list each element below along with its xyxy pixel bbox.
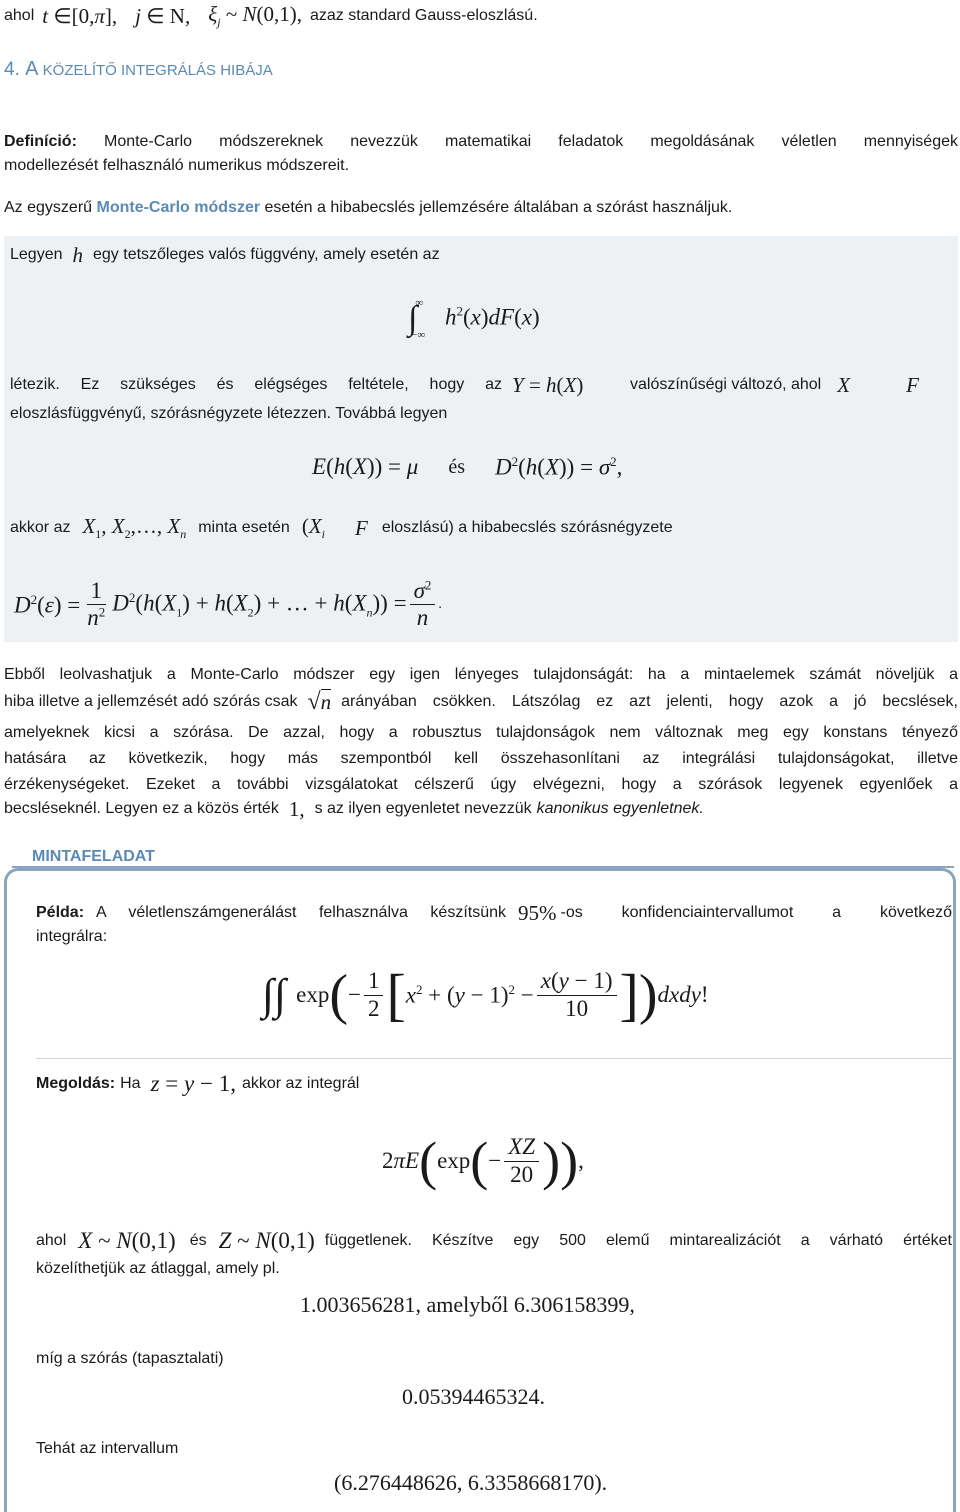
para-ebbol-l6b: s az ilyen egyenletet nevezzük <box>314 800 532 817</box>
formula-f: F <box>906 372 919 397</box>
formula-xi-normal: $\xi_j$ ~ N(0,1), <box>208 1 302 30</box>
ahol-line <box>36 1226 952 1256</box>
para-ebbol-l4: hatására az következik, hogy más szempontból kell összehasonlítani az integrálási tulajdonságokat, illetve <box>4 750 958 767</box>
formula-xi: ($X_i$ <box>301 513 325 542</box>
megoldas-b: akkor az integrál <box>241 1075 360 1092</box>
legyen-text-b: egy tetszőleges valós függvény, amely esetén az <box>93 246 440 263</box>
section-title: 4. A KÖZELÍTŐ INTEGRÁLÁS HIBÁJA <box>4 58 273 80</box>
kozelithetjuk-text: közelíthetjük az átlaggal, amely pl. <box>36 1260 280 1277</box>
para-simple-a: Az egyszerű <box>4 199 93 216</box>
eloszlas-line: eloszlásfüggvényű, szórásnégyzete létezzen. Továbbá legyen <box>10 405 448 422</box>
formula-f2: F <box>354 515 368 540</box>
result-mean: 1.003656281, amelyből 6.306158399, <box>300 1292 635 1317</box>
akkor-text-b: minta esetén <box>198 519 290 536</box>
formula-expectation-exp: 2πE ( exp ( − $\frac{XZ}{20}$ ) ) , <box>382 1131 584 1191</box>
ahol-text: ahol <box>36 1232 67 1249</box>
formula-x: X <box>837 372 851 397</box>
para-simple <box>4 196 732 220</box>
definition-label: Definíció: <box>4 133 77 150</box>
para-ebbol <box>4 662 958 688</box>
formula-one: 1, <box>288 796 305 821</box>
formula-sample: $X_1$, $X_2,\dots$, $X_n$ <box>82 513 187 542</box>
para-ebbol-l1: Ebből leolvashatjuk a Monte-Carlo módszer egy igen lényeges tulajdonságát: ha a mintaelemek számát növeljük a <box>4 666 958 683</box>
para-ebbol-l6 <box>4 796 704 822</box>
pelda-line1 <box>36 900 952 926</box>
para-ebbol-l2 <box>4 688 958 716</box>
section-title-text: KÖZELÍTŐ INTEGRÁLÁS HIBÁJA <box>38 62 273 79</box>
formula-expectation-variance: E(h(X)) = μ és $D^2(h(X)) = \sigma^2$, <box>312 454 623 480</box>
formula-x-normal: X ~ N(0,1) <box>78 1228 176 1253</box>
megoldas-line <box>36 1070 359 1098</box>
formula-y-hx: Y = h(X) <box>512 372 584 397</box>
es-text: és <box>448 455 465 478</box>
para-ebbol-l6c: kanonikus egyenletnek. <box>536 800 704 817</box>
intro-ahol: ahol <box>4 7 35 24</box>
formula-z-normal: Z ~ N(0,1) <box>218 1228 315 1253</box>
letezik-text: létezik. Ez szükséges és elégséges feltétele, hogy az <box>10 376 502 393</box>
intro-gauss: azaz standard Gauss-eloszlású. <box>309 7 538 24</box>
fuggetlenek-text: függetlenek. Készítve egy 500 elemű mintarealizációt a várható értéket <box>324 1232 952 1249</box>
para-ebbol-l2a: hiba illetve a jellemzését adó szórás csak <box>4 693 298 710</box>
intro-line <box>4 2 538 30</box>
letezik-text-b: valószínűségi változó, ahol <box>630 376 822 393</box>
letezik-line <box>10 372 958 398</box>
formula-integral-h2: $\int^\infty_{-\infty}$ $h^2(x)dF(x)$ <box>408 297 540 342</box>
pelda-text2: -os konfidenciaintervallumot a következő <box>560 904 952 921</box>
formula-z-substitution: z = y − 1, <box>150 1071 236 1096</box>
legyen-text: Legyen <box>10 246 63 263</box>
akkor-line <box>10 514 673 542</box>
tehat-text: Tehát az intervallum <box>36 1440 179 1457</box>
pelda-pct: 95% <box>518 900 557 925</box>
formula-j-natural: j ∈ N, <box>135 3 191 28</box>
example-header: MINTAFELADAT <box>32 848 155 865</box>
es-text2: és <box>189 1232 207 1249</box>
legyen-line <box>10 242 440 268</box>
formula-h: h <box>72 242 83 267</box>
mig-text: míg a szórás (tapasztalati) <box>36 1350 224 1367</box>
example-divider <box>36 1058 952 1059</box>
result-std: 0.05394465324. <box>402 1384 545 1409</box>
megoldas-ha: Ha <box>120 1075 141 1092</box>
pelda-label: Példa: <box>36 904 85 921</box>
megoldas-label: Megoldás: <box>36 1075 116 1092</box>
definition-line2: modellezését felhasználó numerikus módszereit. <box>4 157 350 174</box>
monte-carlo-link[interactable]: Monte-Carlo módszer <box>96 199 261 216</box>
definition-text: Monte-Carlo módszereknek nevezzük matematikai feladatok megoldásának véletlen mennyiségek <box>103 133 958 150</box>
para-ebbol-l5: érzékenységeket. Ezeket a további vizsgálatokat célszerű úgy elvégezni, hogy a szórások legyenek egyenlőek a <box>4 776 958 793</box>
section-number: 4. <box>4 59 20 80</box>
akkor-text: akkor az <box>10 519 71 536</box>
para-ebbol-l3: amelyeknek kicsi a szórása. De azzal, hogy a robusztus tulajdonságok nem változnak meg egy konstans tényező <box>4 724 958 741</box>
para-ebbol-l2b: arányában csökken. Látszólag ez azt jelenti, hogy azok a jó becslések, <box>341 693 958 710</box>
pelda-text3: integrálra: <box>36 928 108 945</box>
formula-double-integral: ∫∫ exp ( − $\frac{1}{2}$ [ $x^2 + (y - 1)^2$ − $\frac{x(y - 1)}{10}$ ] ) dxdy! <box>262 962 709 1027</box>
definition-line1 <box>4 130 958 154</box>
akkor-text-c: eloszlású) a hibabecslés szórásnégyzete <box>381 519 673 536</box>
para-ebbol-rest <box>4 720 958 798</box>
para-ebbol-l6a: becsléseknél. Legyen ez a közös érték <box>4 800 279 817</box>
formula-t-range: t ∈[0,π], <box>42 3 118 28</box>
result-interval: (6.276448626, 6.3358668170). <box>334 1470 608 1495</box>
pelda-text: A véletlenszámgenerálást felhasználva készítsünk <box>96 904 507 921</box>
para-simple-b: esetén a hibabecslés jellemzésére általában a szórást használjuk. <box>264 199 733 216</box>
formula-error-variance: $D^2(\varepsilon)$ = $\frac{1}{n^2}$ $D^2(h(X_1) + h(X_2)$ + … + $h(X_n)$) = $\frac{\sigma^2}{n}$ . <box>14 577 442 631</box>
formula-sqrt-n: √n <box>307 688 332 715</box>
